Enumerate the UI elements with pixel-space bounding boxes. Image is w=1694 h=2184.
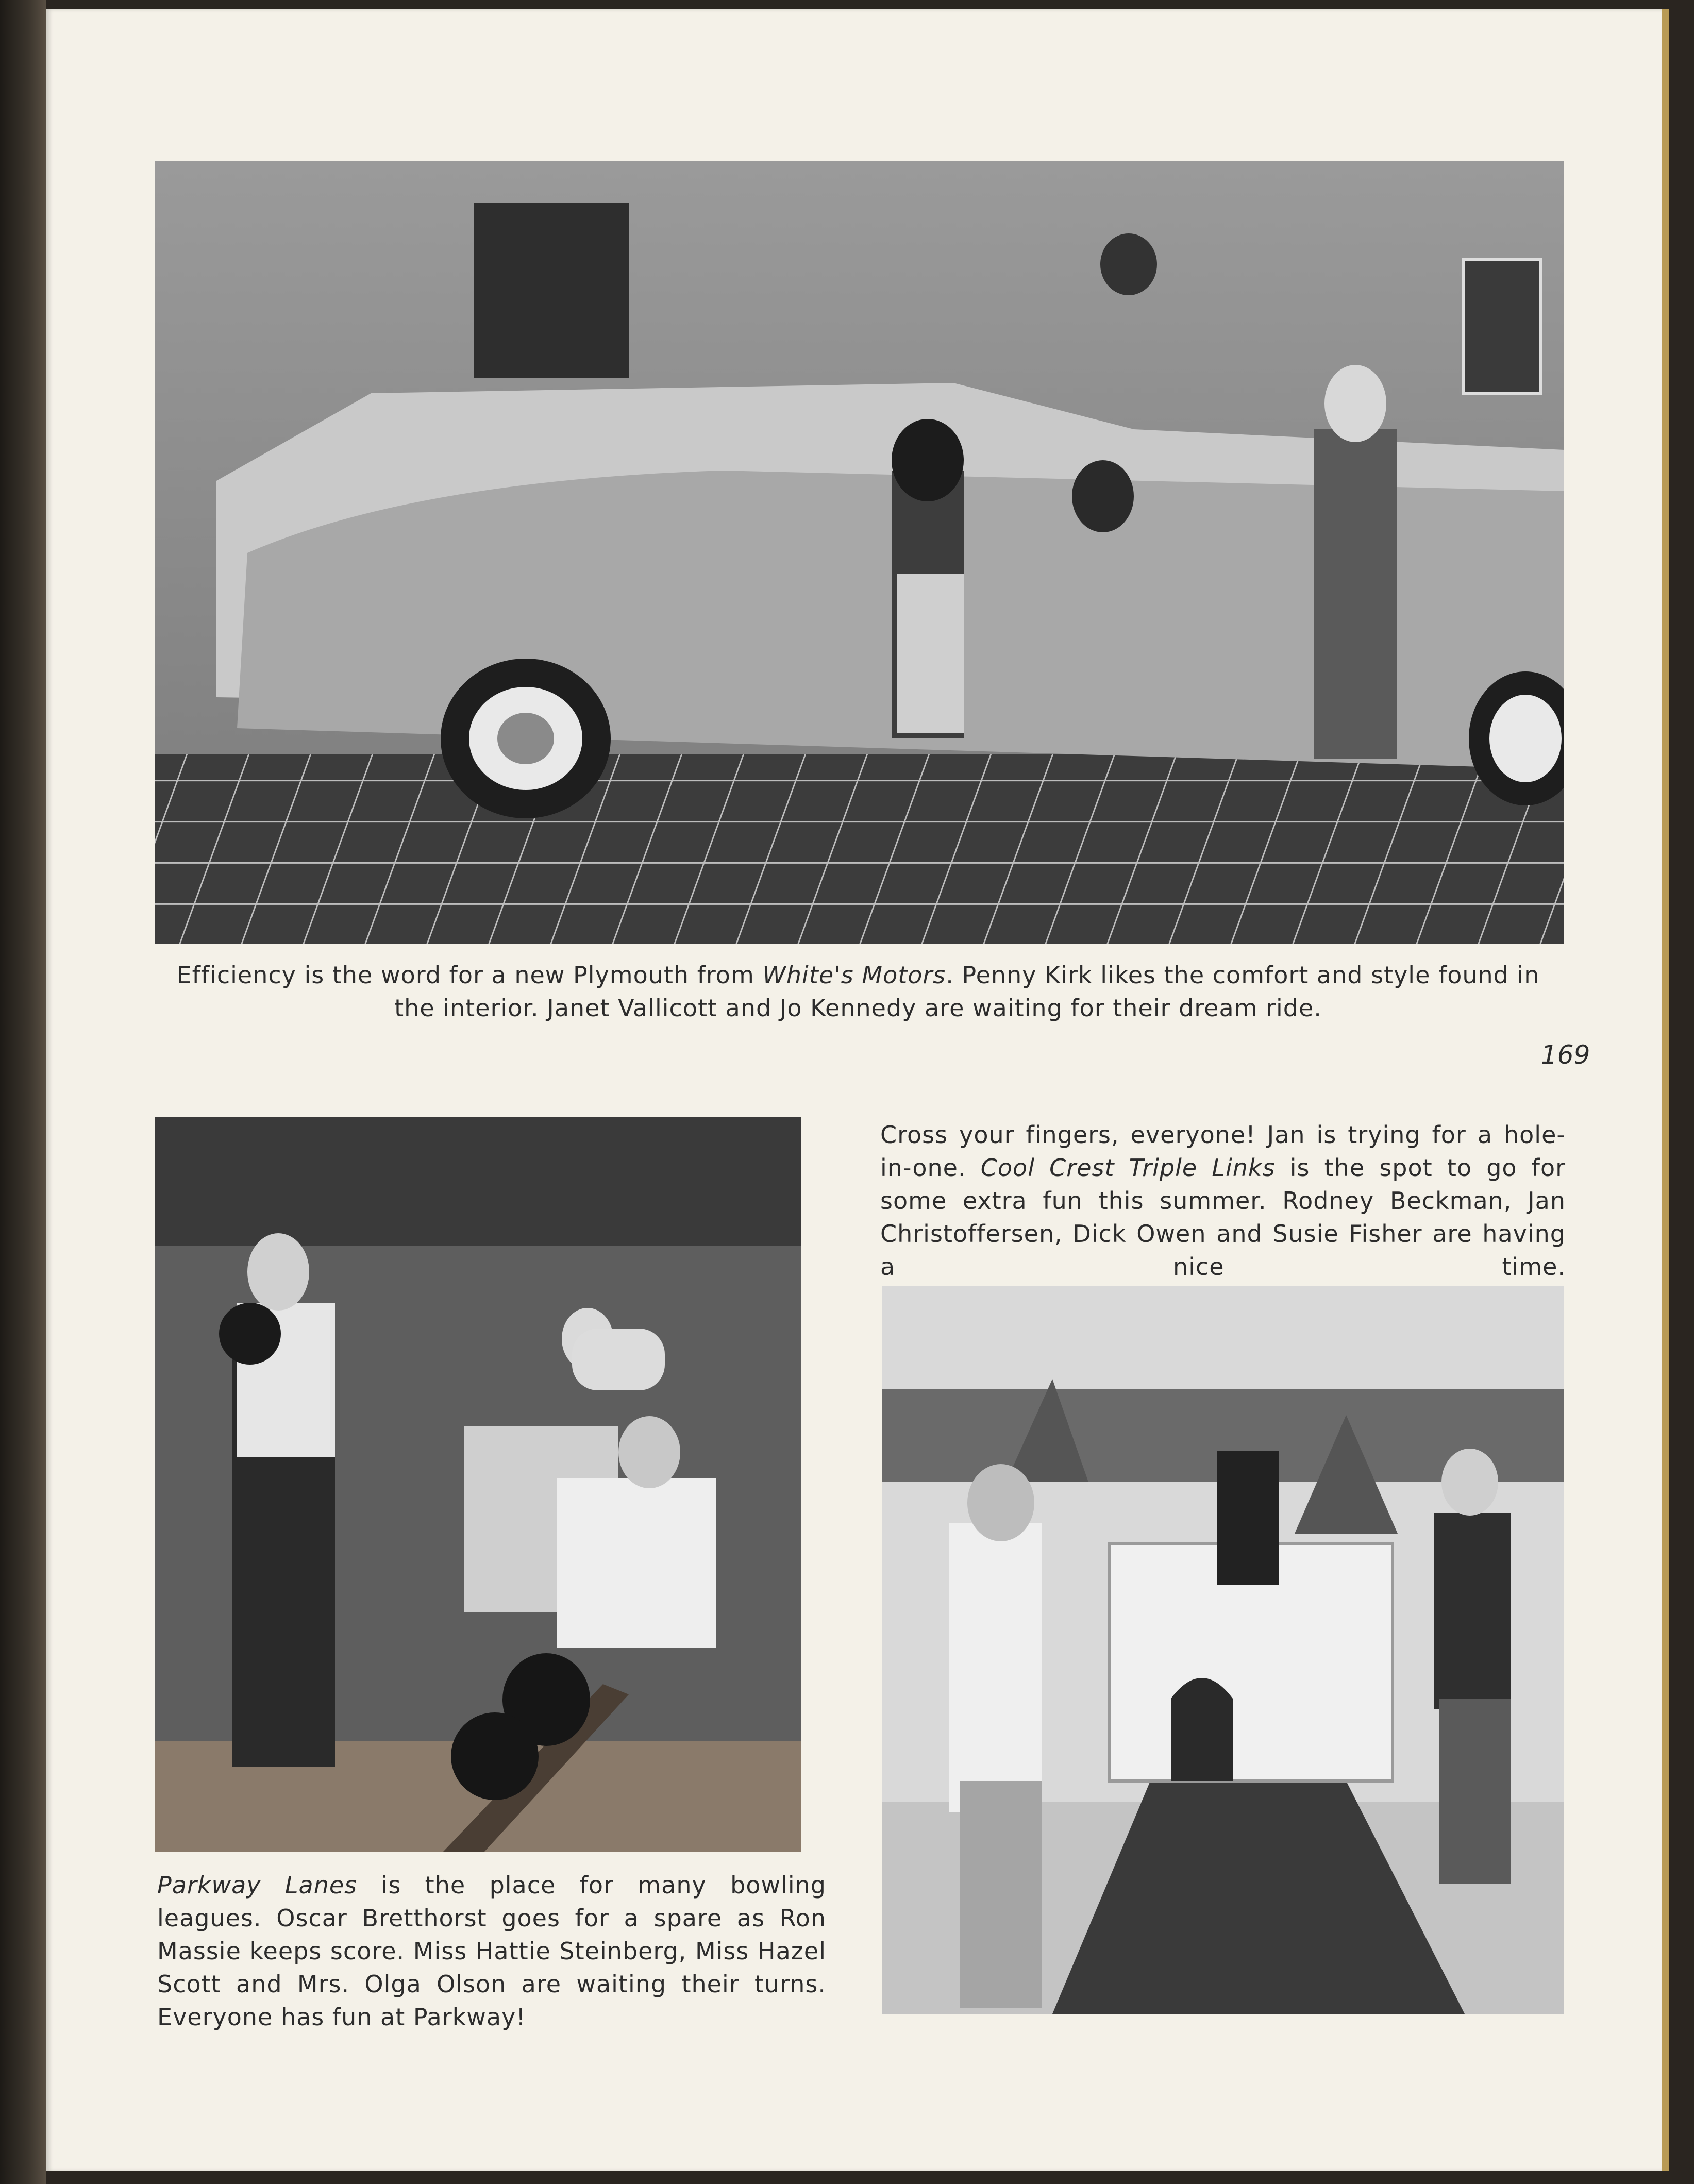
yearbook-page bbox=[46, 9, 1669, 2171]
business-name: Parkway Lanes bbox=[157, 1871, 358, 1899]
caption-text: Cross your fingers, everyone! Jan is trying for a hole-in-one. bbox=[880, 1121, 1566, 1182]
caption-text: Efficiency is the word for a new Plymouth from bbox=[176, 961, 763, 989]
bowling-caption bbox=[157, 1869, 826, 2034]
mini-golf-caption bbox=[880, 1118, 1566, 1283]
caption-text: . Penny Kirk likes the comfort and style found in the interior. Janet Vallicott and Jo Kennedy are waiting for their dream ride. bbox=[394, 961, 1540, 1022]
car-showroom-photo bbox=[155, 161, 1564, 944]
caption-text: is the spot to go for some extra fun this summer. Rodney Beckman, Jan Christoffersen, Dick Owen and Susie Fisher are having a nice time. bbox=[880, 1154, 1566, 1281]
business-name: Cool Crest Triple Links bbox=[980, 1154, 1276, 1182]
mini-golf-photo bbox=[882, 1286, 1564, 2014]
bowling-photo bbox=[155, 1117, 801, 1852]
caption-text: is the place for many bowling leagues. Oscar Bretthorst goes for a spare as Ron Massie keeps score. Miss Hattie Steinberg, Miss Hazel Scott and Mrs. Olga Olson are waiting their turns. Everyone has fun at Parkway! bbox=[157, 1871, 827, 2031]
business-name: White's Motors bbox=[762, 961, 946, 989]
page-number: 169 bbox=[1541, 1040, 1590, 1070]
book-spine bbox=[0, 0, 46, 2184]
car-showroom-caption bbox=[157, 959, 1559, 1024]
